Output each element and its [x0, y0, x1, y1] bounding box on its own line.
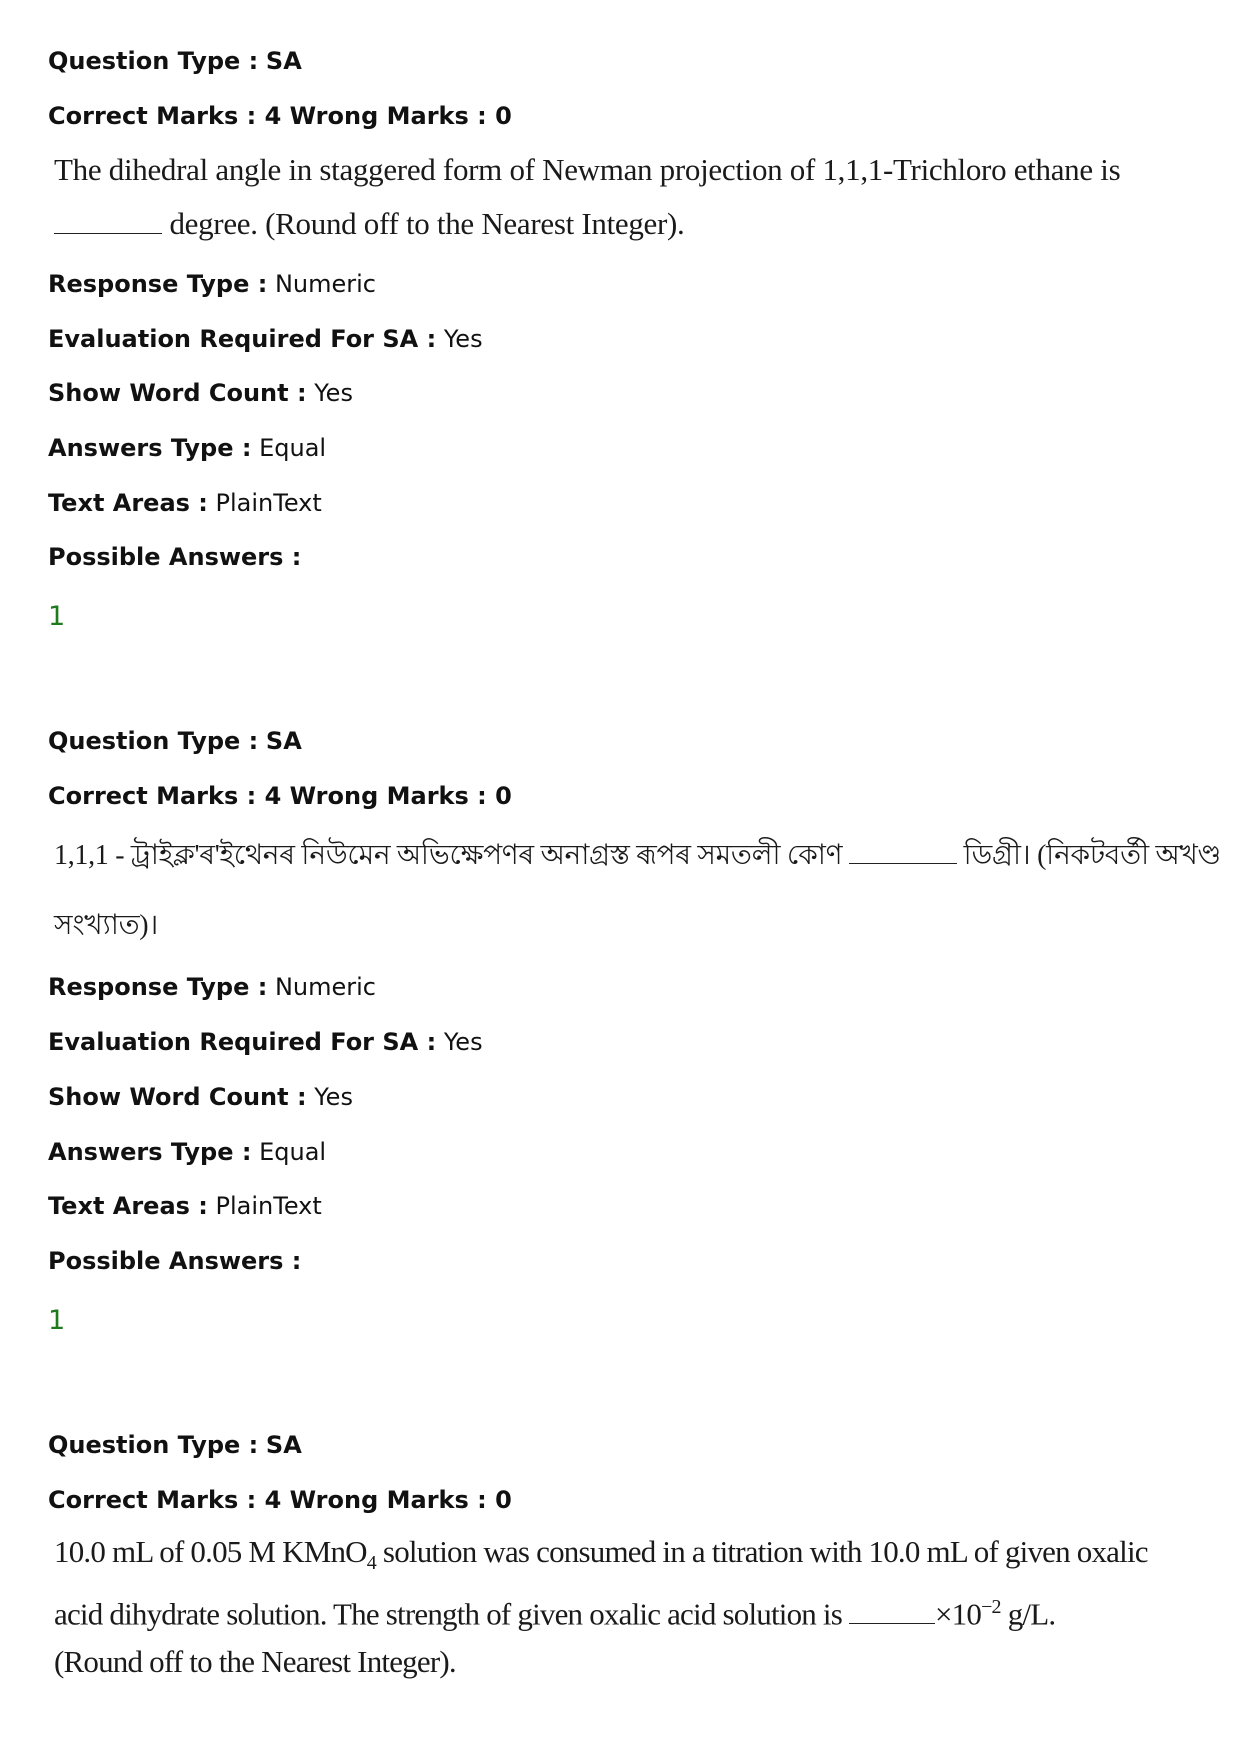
superscript-minus-2: −2	[981, 1596, 1001, 1618]
text-areas-row	[48, 1191, 322, 1221]
question-type-row	[48, 1430, 302, 1460]
answer-blank	[849, 862, 957, 864]
marks-label: Correct Marks : 4 Wrong Marks : 0	[48, 1486, 512, 1514]
word-count-label: Show Word Count :	[48, 379, 307, 407]
question-type-label: Question Type :	[48, 1431, 259, 1459]
marks-label: Correct Marks : 4 Wrong Marks : 0	[48, 102, 512, 130]
answers-type-label: Answers Type :	[48, 1138, 252, 1166]
text-areas-label: Text Areas :	[48, 1192, 208, 1220]
question-text-line-2	[54, 204, 685, 244]
question-text-line-3: (Round off to the Nearest Integer).	[54, 1644, 456, 1679]
question-text-line-1	[54, 1532, 1148, 1583]
evaluation-label: Evaluation Required For SA :	[48, 1028, 437, 1056]
subscript-4: 4	[366, 1552, 376, 1575]
marks-row	[48, 101, 512, 131]
evaluation-value: Yes	[443, 325, 483, 353]
question-text-line-1-part-a: 10.0 mL of 0.05 M KMnO	[54, 1534, 367, 1569]
question-type-value: SA	[265, 727, 302, 755]
response-type-value: Numeric	[274, 973, 376, 1001]
marks-row	[48, 781, 512, 811]
question-text-line-1-part-b: ডিগ্ৰী। (নিকটবৰ্তী অখণ্ড	[963, 840, 1221, 871]
word-count-value: Yes	[314, 1083, 353, 1111]
question-text-line-2: সংখ্যাত)।	[54, 910, 159, 941]
answer-blank	[54, 232, 162, 234]
response-type-row	[48, 269, 376, 299]
question-text-line-2-part-b: ×10	[934, 1596, 982, 1632]
possible-answers-label: Possible Answers :	[48, 1247, 302, 1275]
text-areas-value: PlainText	[215, 489, 322, 517]
evaluation-row	[48, 1027, 483, 1057]
question-text-line-1: The dihedral angle in staggered form of Newman projection of 1,1,1-Trichloro ethane is	[54, 152, 1121, 187]
answers-type-row	[48, 1137, 326, 1167]
question-text-line-2-text: degree. (Round off to the Nearest Integer).	[169, 206, 685, 241]
question-type-value: SA	[265, 47, 302, 75]
evaluation-label: Evaluation Required For SA :	[48, 325, 437, 353]
question-text-line-1-part-b: solution was consumed in a titration with 10.0 mL of given oxalic	[375, 1534, 1148, 1569]
question-text-line-2	[54, 1587, 1055, 1634]
question-text-line-1	[54, 836, 1221, 876]
marks-row	[48, 1485, 512, 1515]
question-text-line-2-part-a: acid dihydrate solution. The strength of given oxalic acid solution is	[54, 1596, 843, 1632]
question-text-line-2-part-c: g/L.	[1000, 1596, 1056, 1632]
response-type-value: Numeric	[274, 270, 376, 298]
possible-answers-row	[48, 1246, 301, 1276]
question-text-line-1-part-a: 1,1,1 - ট্ৰাইক্ল'ৰ'ইথেনৰ নিউমেন অভিক্ষেপণৰ অনাগ্ৰস্ত ৰূপৰ সমতলী কোণ	[54, 840, 843, 871]
word-count-row	[48, 1082, 353, 1112]
text-areas-row	[48, 488, 322, 518]
response-type-label: Response Type :	[48, 270, 268, 298]
answers-type-value: Equal	[259, 434, 327, 462]
question-type-label: Question Type :	[48, 47, 259, 75]
possible-answers-row	[48, 542, 301, 572]
evaluation-value: Yes	[443, 1028, 483, 1056]
possible-answer-value: 1	[48, 1305, 66, 1336]
question-type-row	[48, 726, 302, 756]
word-count-value: Yes	[314, 379, 353, 407]
answers-type-value: Equal	[259, 1138, 327, 1166]
word-count-row	[48, 378, 353, 408]
text-areas-value: PlainText	[215, 1192, 322, 1220]
evaluation-row	[48, 324, 483, 354]
response-type-label: Response Type :	[48, 973, 268, 1001]
question-type-label: Question Type :	[48, 727, 259, 755]
word-count-label: Show Word Count :	[48, 1083, 307, 1111]
question-type-row	[48, 46, 302, 76]
marks-label: Correct Marks : 4 Wrong Marks : 0	[48, 782, 512, 810]
answers-type-row	[48, 433, 326, 463]
answer-blank	[849, 1622, 935, 1624]
question-type-value: SA	[265, 1431, 302, 1459]
response-type-row	[48, 972, 376, 1002]
answers-type-label: Answers Type :	[48, 434, 252, 462]
possible-answers-label: Possible Answers :	[48, 543, 302, 571]
possible-answer-value: 1	[48, 601, 66, 632]
text-areas-label: Text Areas :	[48, 489, 208, 517]
